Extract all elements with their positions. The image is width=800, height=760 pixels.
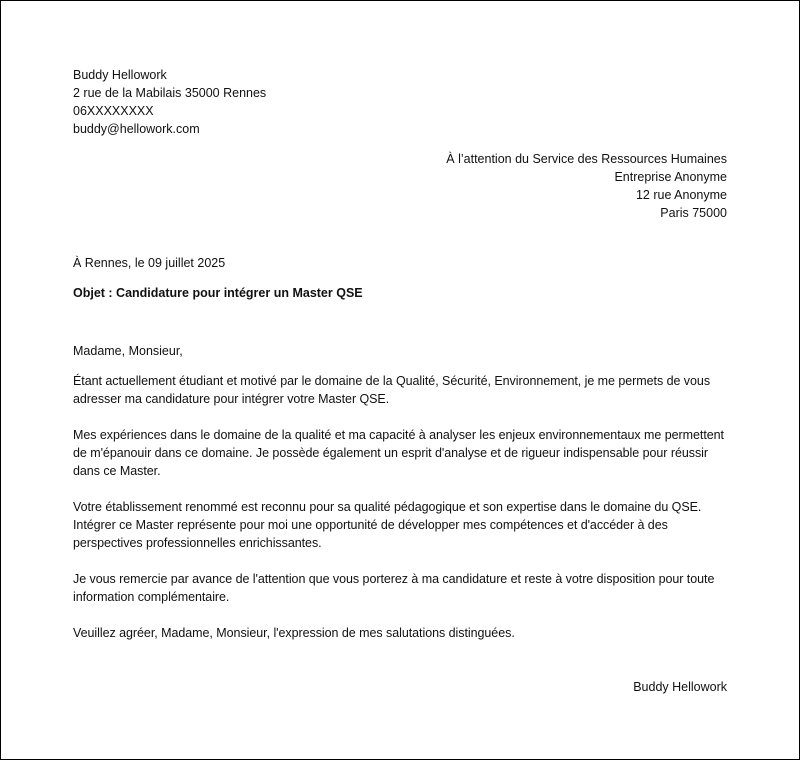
sender-block (73, 66, 727, 138)
paragraph-experience: Mes expériences dans le domaine de la qualité et ma capacité à analyser les enjeux environnementaux me permettent de m'épanouir dans ce domaine. Je possède également un esprit d'analyse et de rigueur indispensable pour réussir dans ce Master. (73, 428, 724, 478)
sender-phone: 06XXXXXXXX (73, 104, 154, 118)
recipient-street: 12 rue Anonyme (635, 188, 727, 202)
sender-address: 2 rue de la Mabilais 35000 Rennes (73, 86, 267, 100)
paragraph-institution: Votre établissement renommé est reconnu pour sa qualité pédagogique et son expertise dans le domaine du QSE. Intégrer ce Master représente pour moi une opportunité de développer mes compétences et d'accéder à des perspectives professionnelles enrichissantes. (73, 500, 702, 550)
date-line: À Rennes, le 09 juillet 2025 (73, 256, 226, 270)
sender-name: Buddy Hellowork (73, 68, 167, 82)
recipient-company: Entreprise Anonyme (614, 170, 727, 184)
paragraph-intro: Étant actuellement étudiant et motivé par le domaine de la Qualité, Sécurité, Environnement, je me permets de vous adresser ma candidature pour intégrer votre Master QSE. (73, 374, 711, 406)
sender-email: buddy@hellowork.com (73, 122, 200, 136)
recipient-city: Paris 75000 (660, 206, 727, 220)
signature: Buddy Hellowork (633, 680, 727, 694)
paragraph-thanks: Je vous remercie par avance de l'attention que vous porterez à ma candidature et reste à votre disposition pour toute information complémentaire. (73, 572, 715, 604)
recipient-attention: À l’attention du Service des Ressources Humaines (446, 152, 727, 166)
greeting: Madame, Monsieur, (73, 344, 183, 358)
paragraph-closing: Veuillez agréer, Madame, Monsieur, l'expression de mes salutations distinguées. (73, 626, 515, 640)
letter-content (73, 66, 727, 696)
subject-line: Objet : Candidature pour intégrer un Master QSE (73, 286, 363, 300)
recipient-block (73, 150, 727, 222)
